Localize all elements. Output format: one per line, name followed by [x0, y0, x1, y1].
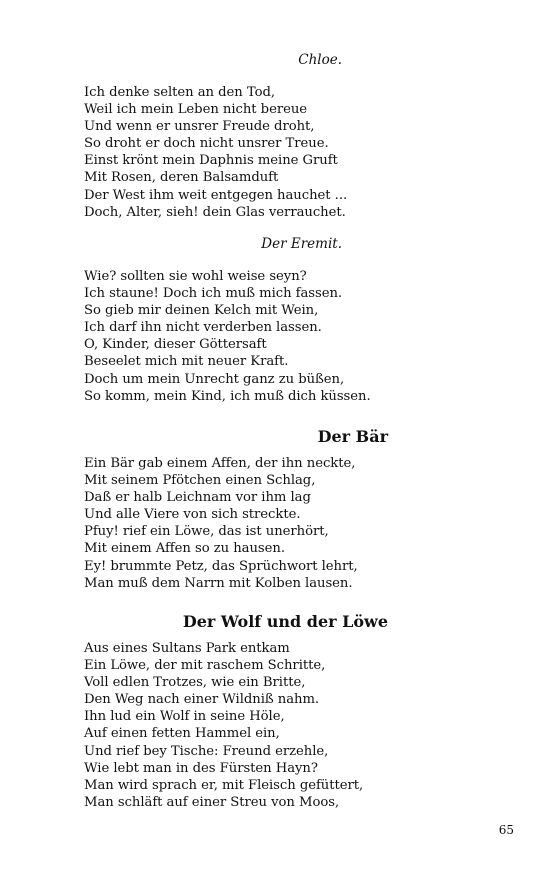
poem-wolf [84, 640, 404, 811]
verse-line: Beseelet mich mit neuer Kraft. [84, 354, 289, 370]
verse-line: Weil ich mein Leben nicht bereue [84, 102, 308, 118]
verse-line: Wie? sollten sie wohl weise seyn? [84, 269, 307, 284]
stanza-eremit [84, 268, 404, 405]
verse-line: Wie lebt man in des Fürsten Hayn? [84, 760, 318, 776]
page-number: 65 [498, 823, 514, 837]
verse-line: Voll edlen Trotzes, wie ein Britte, [84, 675, 306, 691]
verse-line: Man muß dem Narrn mit Kolben lausen. [84, 575, 353, 591]
poem-title-baer: Der Bär [317, 427, 388, 446]
poem-baer [84, 455, 404, 592]
verse-line: So gieb mir deinen Kelch mit Wein, [84, 303, 319, 319]
verse-line: Daß er halb Leichnam vor ihm lag [84, 490, 311, 506]
verse-line: Doch, Alter, sieh! dein Glas verrauchet. [84, 204, 346, 220]
verse-line: Ich darf ihn nicht verderben lassen. [84, 320, 322, 336]
poem-title-wolf: Der Wolf und der Löwe [182, 612, 388, 631]
speaker-chloe: Chloe. [298, 52, 342, 68]
verse-line: Mit Rosen, deren Balsamduft [84, 170, 279, 186]
verse-line: Den Weg nach einer Wildniß nahm. [84, 692, 320, 708]
verse-line: Und rief bey Tische: Freund erzehle, [84, 743, 329, 759]
verse-line: So komm, mein Kind, ich muß dich küssen. [84, 388, 371, 404]
verse-line: Man wird sprach er, mit Fleisch gefüttert, [84, 777, 364, 793]
verse-line: Ey! brummte Petz, das Sprüchwort lehrt, [84, 558, 358, 574]
verse-line: Ein Löwe, der mit raschem Schritte, [84, 658, 326, 674]
verse-line: Ein Bär gab einem Affen, der ihn neckte, [84, 456, 356, 471]
verse-line: So droht er doch nicht unsrer Treue. [84, 136, 329, 152]
verse-line: O, Kinder, dieser Göttersaft [84, 337, 267, 353]
verse-line: Der West ihm weit entgegen hauchet ... [84, 187, 348, 203]
verse-line: Doch um mein Unrecht ganz zu büßen, [84, 371, 345, 387]
verse-line: Einst krönt mein Daphnis meine Gruft [84, 153, 338, 169]
verse-line: Und alle Viere von sich streckte. [84, 507, 301, 523]
verse-line: Man schläft auf einer Streu von Moos, [84, 794, 340, 810]
verse-line: Pfuy! rief ein Löwe, das ist unerhört, [84, 524, 329, 540]
speaker-eremit: Der Eremit. [261, 236, 342, 252]
verse-line: Und wenn er unsrer Freude droht, [84, 119, 315, 135]
verse-line: Ihn lud ein Wolf in seine Höle, [84, 709, 285, 725]
verse-line: Ich staune! Doch ich muß mich fassen. [84, 286, 343, 302]
verse-line: Ich denke selten an den Tod, [84, 85, 276, 100]
verse-line: Auf einen fetten Hammel ein, [84, 726, 280, 742]
verse-line: Aus eines Sultans Park entkam [84, 641, 290, 656]
verse-line: Mit seinem Pfötchen einen Schlag, [84, 473, 316, 489]
verse-line: Mit einem Affen so zu hausen. [84, 541, 285, 557]
stanza-chloe [84, 84, 404, 221]
